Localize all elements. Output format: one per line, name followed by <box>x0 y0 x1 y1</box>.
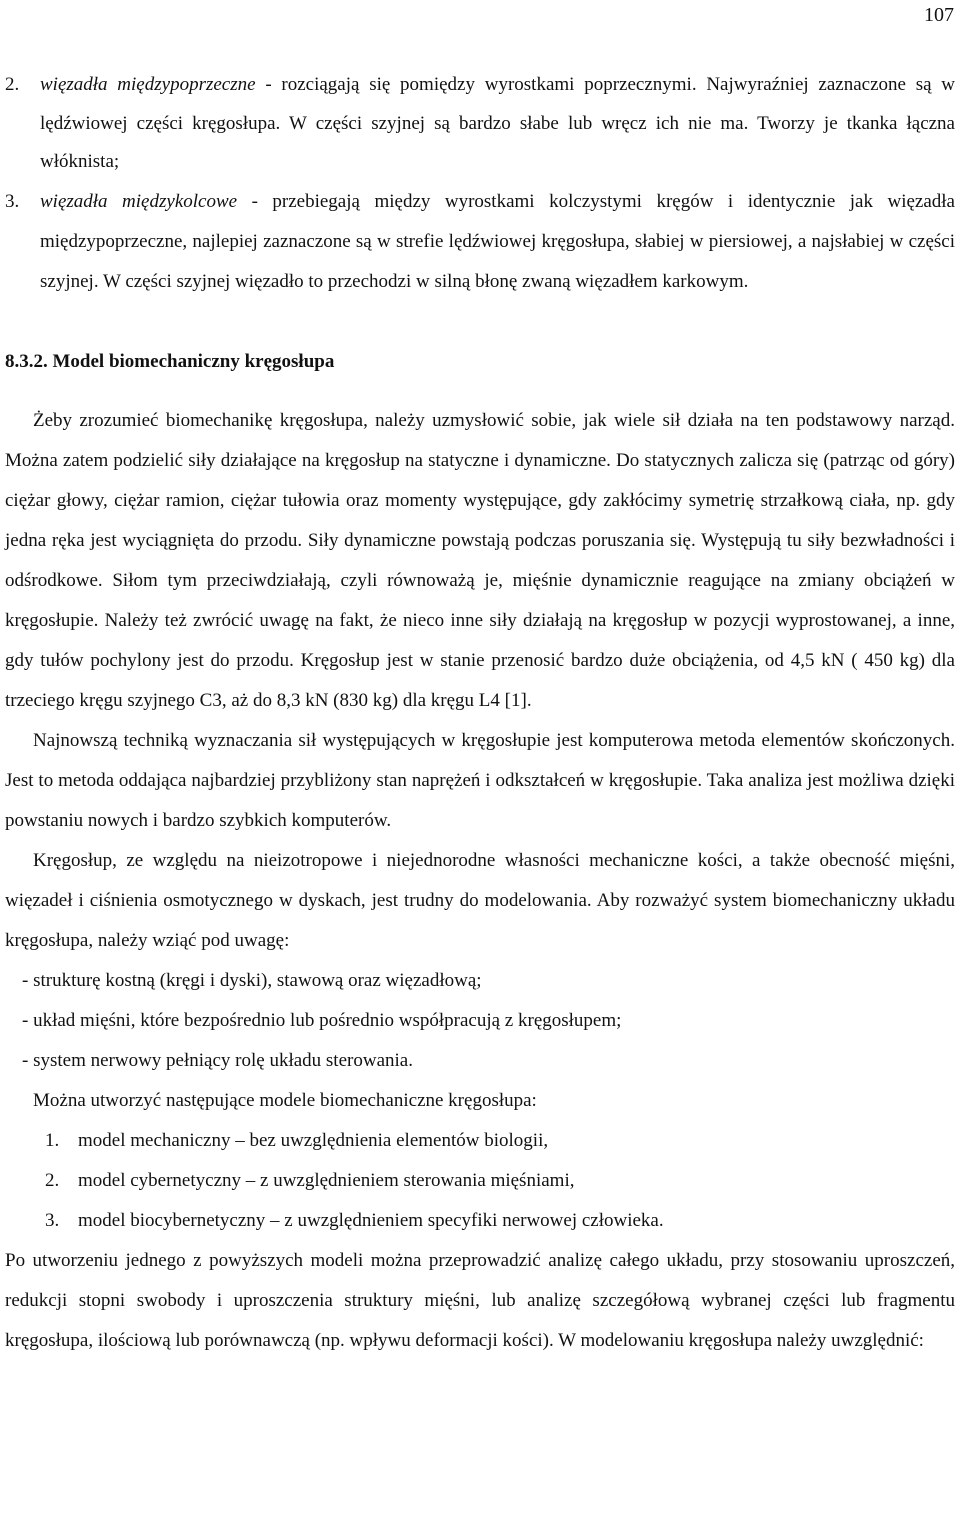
list-item-text: model mechaniczny – bez uwzględnienia elementów biologii, <box>78 1129 549 1151</box>
list-item-number: 1. <box>45 1129 60 1151</box>
list-item <box>5 66 955 182</box>
document-body <box>5 66 955 1361</box>
section-heading: 8.3.2. Model biomechaniczny kręgosłupa <box>5 350 335 372</box>
list-item-text: model cybernetyczny – z uwzględnieniem sterowania mięśniami, <box>78 1169 575 1191</box>
list-item-number: 3. <box>5 190 20 212</box>
paragraph: Kręgosłup, ze względu na nieizotropowe i niejednorodne własności mechaniczne kości, a także obecność mięśni, więzadeł i ciśnienia osmotycznego w dyskach, jest trudny do modelowania. Aby rozważyć system biomechaniczny układu kręgosłupa, należy wziąć pod uwagę: <box>5 849 955 951</box>
ligament-list <box>5 66 955 302</box>
list-item-text: model biocybernetyczny – z uwzględnieniem specyfiki nerwowej człowieka. <box>78 1209 664 1231</box>
list-item-body <box>40 66 955 182</box>
ligament-term: więzadła międzypoprzeczne <box>40 74 256 95</box>
list-item-number: 3. <box>45 1209 60 1231</box>
paragraph: Po utworzeniu jednego z powyższych modeli można przeprowadzić analizę całego układu, przy stosowaniu uproszczeń, redukcji stopni swobody i uproszczenia struktury mięśni, lub analizę szczegółową wybranej części lub fragmentu kręgosłupa, ilościową lub porównawczą (np. wpływu deformacji kości). W modelowaniu kręgosłupa należy uwzględnić: <box>5 1249 955 1351</box>
ligament-term: więzadła międzykolcowe <box>40 190 238 212</box>
list-item <box>5 1201 955 1241</box>
list-item-number: 2. <box>5 74 20 95</box>
models-list <box>5 1121 955 1241</box>
paragraph: Najnowszą techniką wyznaczania sił występujących w kręgosłupie jest komputerowa metoda elementów skończonych. Jest to metoda oddająca najbardziej przybliżony stan naprężeń i odkształceń w kręgosłupie. Taka analiza jest możliwa dzięki powstaniu nowych i bardzo szybkich komputerów. <box>5 729 955 831</box>
page-number: 107 <box>924 4 954 26</box>
list-item <box>5 182 955 302</box>
list-item: - układ mięśni, które bezpośrednio lub pośrednio współpracują z kręgosłupem; <box>22 1009 622 1031</box>
section-text <box>5 401 955 1361</box>
ligament-description: - rozciągają się pomiędzy wyrostkami poprzecznymi. Najwyraźniej zaznaczone są w lędźwiowej części kręgosłupa. W części szyjnej są bardzo słabe lub wręcz ich nie ma. Tworzy je tkanka łączna włóknista; <box>40 74 955 172</box>
paragraph: Żeby zrozumieć biomechanikę kręgosłupa, należy uzmysłowić sobie, jak wiele sił działa na ten podstawowy narząd. Można zatem podzielić siły działające na kręgosłup na statyczne i dynamiczne. Do statycznych zalicza się (patrząc od góry) ciężar głowy, ciężar ramion, ciężar tułowia oraz momenty występujące, gdy zakłócimy symetrię strzałkową ciała, np. gdy jedna ręka jest wyciągnięta do przodu. Siły dynamiczne powstają podczas poruszania się. Występują tu siły bezwładności i odśrodkowe. Siłom tym przeciwdziałają, czyli równoważą je, mięśnie dynamicznie reagujące na zmiany obciążeń w kręgosłupie. Należy też zwrócić uwagę na fakt, że nieco inne siły działają na kręgosłup w pozycji wyprostowanej, a inne, gdy tułów pochylony jest do przodu. Kręgosłup jest w stanie przenosić bardzo duże obciążenia, od 4,5 kN ( 450 kg) dla trzeciego kręgu szyjnego C3, aż do 8,3 kN (830 kg) dla kręgu L4 [1]. <box>5 409 955 711</box>
paragraph: Można utworzyć następujące modele biomechaniczne kręgosłupa: <box>33 1089 537 1111</box>
list-item-body <box>40 182 955 302</box>
list-item <box>5 1161 955 1201</box>
list-item <box>5 1121 955 1161</box>
list-item-number: 2. <box>45 1169 60 1191</box>
list-item: - system nerwowy pełniący rolę układu sterowania. <box>22 1049 413 1071</box>
considerations-list <box>5 961 955 1081</box>
ligament-description: - przebiegają między wyrostkami kolczystymi kręgów i identycznie jak więzadła międzypoprzeczne, najlepiej zaznaczone są w strefie lędźwiowej kręgosłupa, słabiej w piersiowej, a najsłabiej w części szyjnej. W części szyjnej więzadło to przechodzi w silną błonę zwaną więzadłem karkowym. <box>40 190 955 292</box>
list-item: - strukturę kostną (kręgi i dyski), stawową oraz więzadłową; <box>22 969 482 991</box>
